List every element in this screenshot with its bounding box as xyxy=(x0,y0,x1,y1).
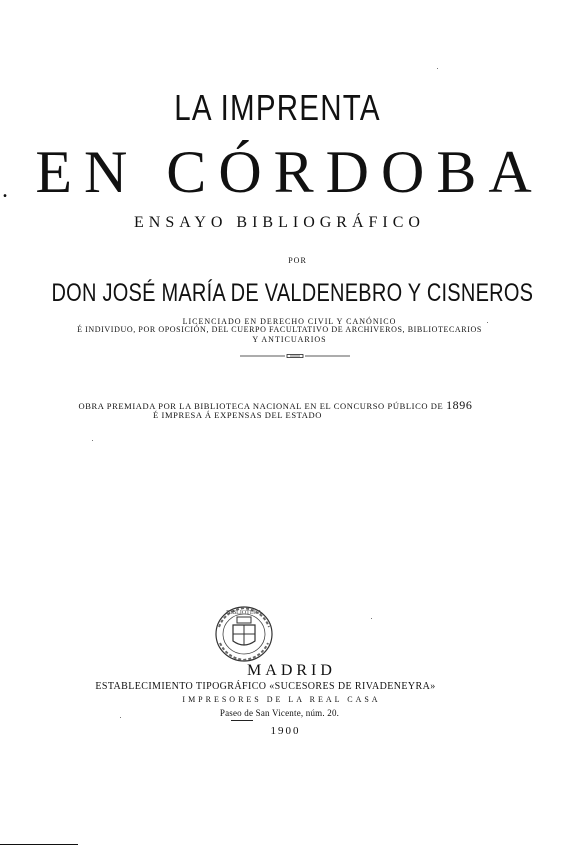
imprint-address: Paseo de San Vicente, núm. 20. xyxy=(219,708,340,718)
paper-speck xyxy=(437,68,438,69)
imprint-year: 1900 xyxy=(270,725,301,737)
credentials-line-3: Y ANTICUARIOS xyxy=(252,335,327,344)
title-line-2-text: EN CÓRDOBA xyxy=(35,139,544,205)
award-year: 1896 xyxy=(446,398,473,412)
author-name: DON JOSÉ MARÍA DE VALDENEBRO Y CISNEROS xyxy=(51,279,534,307)
award-line-2: É IMPRESA Á EXPENSAS DEL ESTADO xyxy=(153,410,322,420)
credentials-line-2: É INDIVIDUO, POR OPOSICIÓN, DEL CUERPO FACULTATIVO DE ARCHIVEROS, BIBLIOTECARIOS xyxy=(77,325,482,334)
by-label: POR xyxy=(288,256,307,265)
paper-speck xyxy=(487,322,488,323)
imprint-rule xyxy=(231,720,253,721)
ornament-divider-icon xyxy=(240,354,350,358)
award-text: OBRA PREMIADA POR LA BIBLIOTECA NACIONAL EN EL CONCURSO PÚBLICO DE xyxy=(78,401,444,411)
seal-text: BIBLIOTECA xyxy=(226,610,262,616)
title-line-1: LA IMPRENTA xyxy=(174,87,381,128)
credentials-line-1: LICENCIADO EN DERECHO CIVIL Y CANÓNICO xyxy=(182,317,397,326)
subtitle: ENSAYO BIBLIOGRÁFICO xyxy=(134,214,425,231)
page-edge-rule xyxy=(0,844,78,845)
paper-speck xyxy=(92,440,93,441)
imprint-city: MADRID xyxy=(247,662,336,679)
paper-speck xyxy=(120,717,121,718)
imprint-printer-title: IMPRESORES DE LA REAL CASA xyxy=(182,695,381,704)
paper-speck xyxy=(371,618,372,619)
library-stamp-icon xyxy=(211,603,277,665)
title-line-2 xyxy=(2,139,575,205)
imprint-printer: ESTABLECIMIENTO TIPOGRÁFICO «SUCESORES DE RIVADENEYRA» xyxy=(95,681,436,692)
title-dot: . xyxy=(2,177,8,203)
